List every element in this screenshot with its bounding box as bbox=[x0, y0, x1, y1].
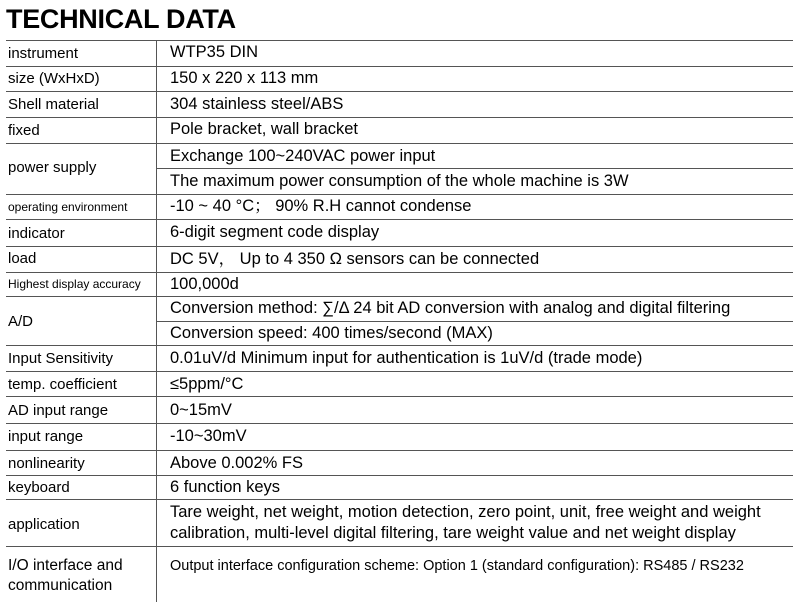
row-divider bbox=[6, 296, 793, 297]
row-label: size (WxHxD) bbox=[8, 70, 100, 87]
row-value: calibration, multi-level digital filtering, tare weight value and net weight display bbox=[170, 524, 736, 542]
row-divider bbox=[6, 345, 793, 346]
row-label: Shell material bbox=[8, 96, 99, 113]
row-label-line: communication bbox=[8, 577, 113, 594]
row-divider bbox=[6, 66, 793, 67]
row-label: fixed bbox=[8, 122, 40, 139]
row-divider bbox=[6, 371, 793, 372]
row-label: A/D bbox=[8, 313, 34, 330]
row-label-line: I/O interface and bbox=[8, 557, 123, 574]
row-value: 150 x 220 x 113 mm bbox=[170, 69, 319, 87]
row-label: load bbox=[8, 250, 37, 267]
row-label: Highest display accuracy bbox=[8, 277, 141, 291]
row-value: 6 function keys bbox=[170, 478, 281, 496]
column-divider bbox=[156, 40, 157, 602]
row-divider bbox=[157, 168, 793, 169]
row-divider bbox=[6, 143, 793, 144]
row-label: power supply bbox=[8, 159, 97, 176]
row-value: -10 ~ 40 °C； 90% R.H cannot condense bbox=[170, 197, 472, 215]
row-value: Conversion speed: 400 times/second (MAX) bbox=[170, 324, 493, 342]
page-title: TECHNICAL DATA bbox=[6, 4, 236, 34]
row-divider bbox=[6, 396, 793, 397]
row-value: Tare weight, net weight, motion detection, zero point, unit, free weight and weight bbox=[170, 503, 761, 521]
row-value: Pole bracket, wall bracket bbox=[170, 120, 359, 138]
row-label: keyboard bbox=[8, 479, 70, 496]
row-divider bbox=[6, 246, 793, 247]
row-label: operating environment bbox=[8, 200, 128, 214]
row-label: AD input range bbox=[8, 402, 109, 419]
row-label: instrument bbox=[8, 45, 79, 62]
row-divider bbox=[6, 272, 793, 273]
row-divider bbox=[157, 321, 793, 322]
row-value: Conversion method: ∑/Δ 24 bit AD conversion with analog and digital filtering bbox=[170, 299, 731, 317]
row-value: -10~30mV bbox=[170, 427, 247, 445]
row-divider bbox=[6, 499, 793, 500]
row-divider bbox=[6, 423, 793, 424]
row-divider bbox=[6, 475, 793, 476]
row-label: application bbox=[8, 516, 80, 533]
row-divider bbox=[6, 117, 793, 118]
row-value: 100,000d bbox=[170, 275, 239, 293]
row-value: Above 0.002% FS bbox=[170, 454, 303, 472]
row-label: input range bbox=[8, 428, 84, 445]
row-label: indicator bbox=[8, 225, 65, 242]
row-divider bbox=[6, 91, 793, 92]
row-divider bbox=[6, 450, 793, 451]
row-label: temp. coefficient bbox=[8, 376, 117, 393]
row-divider bbox=[6, 219, 793, 220]
row-value: 6-digit segment code display bbox=[170, 223, 380, 241]
row-label bbox=[8, 556, 154, 596]
row-divider bbox=[6, 194, 793, 195]
row-value: ≤5ppm/°C bbox=[170, 375, 244, 393]
row-label: nonlinearity bbox=[8, 455, 85, 472]
row-divider bbox=[6, 40, 793, 41]
row-value: 304 stainless steel/ABS bbox=[170, 95, 344, 113]
row-value: WTP35 DIN bbox=[170, 43, 259, 61]
row-value: 0~15mV bbox=[170, 401, 232, 419]
row-value: The maximum power consumption of the whole machine is 3W bbox=[170, 172, 629, 190]
row-value: Exchange 100~240VAC power input bbox=[170, 147, 436, 165]
row-value: 0.01uV/d Minimum input for authentication is 1uV/d (trade mode) bbox=[170, 349, 643, 367]
row-divider bbox=[6, 546, 793, 547]
row-label: Input Sensitivity bbox=[8, 350, 114, 367]
row-value: DC 5V， Up to 4 350 Ω sensors can be connected bbox=[170, 250, 540, 268]
row-value: Output interface configuration scheme: Option 1 (standard configuration): RS485 / RS232 bbox=[170, 558, 744, 574]
